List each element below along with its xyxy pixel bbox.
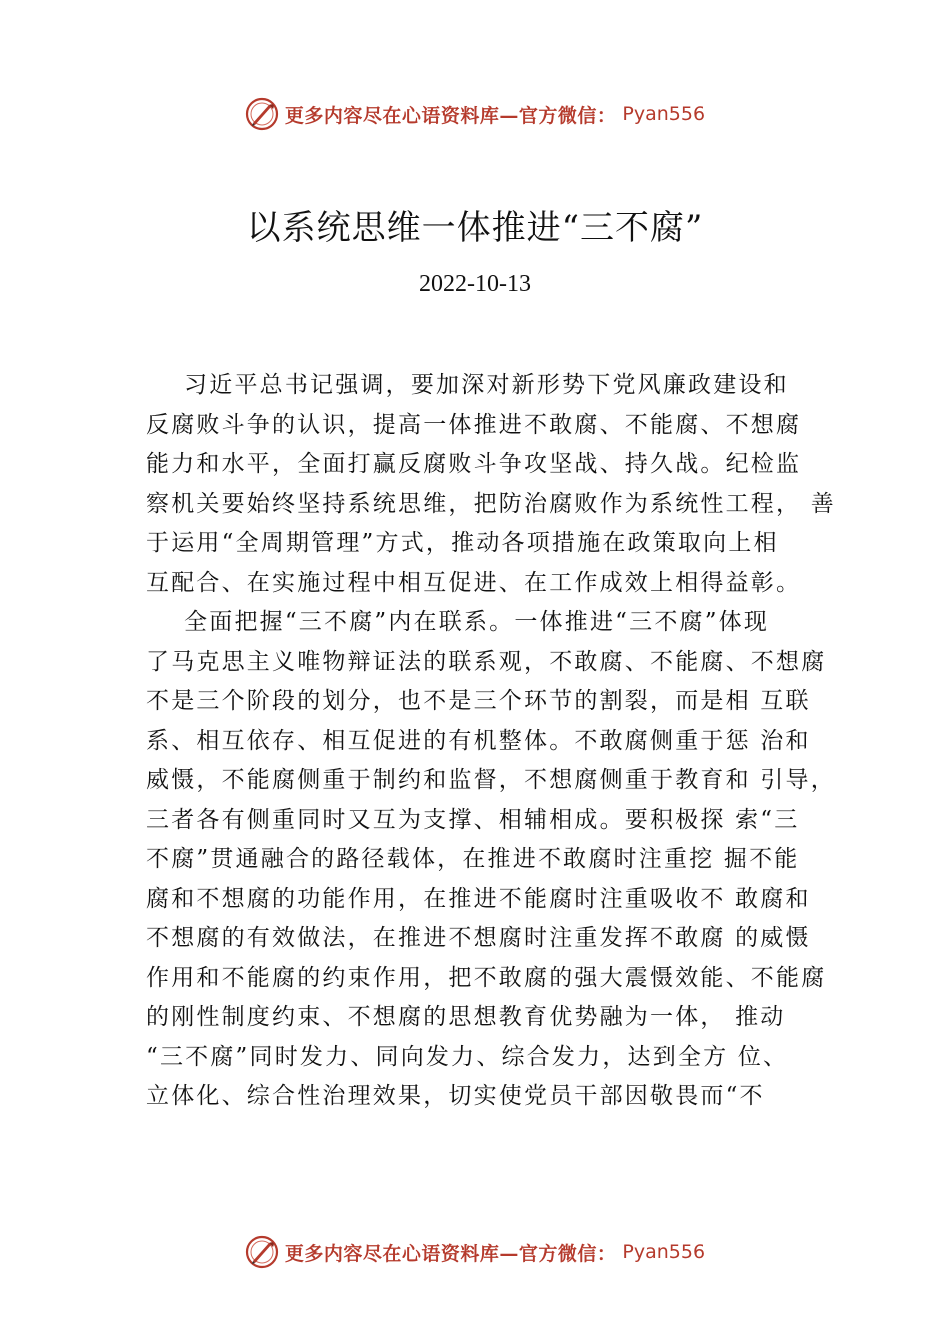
article-line: 不是三个阶段的划分，也不是三个环节的割裂，而是相 互联	[146, 688, 811, 714]
article-line: 互配合、在实施过程中相互促进、在工作成效上相得益彰。	[146, 569, 802, 596]
banner-wechat-id: Pyan556	[622, 1241, 706, 1263]
article-line: 不腐”贯通融合的路径载体，在推进不敢腐时注重挖 掘不能	[146, 846, 800, 872]
article-line: “三不腐”同时发力、同向发力、综合发力，达到全方 位、	[146, 1043, 789, 1070]
document-date: 2022-10-13	[419, 271, 531, 297]
article-line: 于运用“全周期管理”方式，推动各项措施在政策取向上相	[146, 530, 779, 556]
article-line: 立体化、综合性治理效果，切实使党员干部因敬畏而“不	[146, 1083, 765, 1109]
article-line: 的刚性制度约束、不想腐的思想教育优势融为一体， 推动	[146, 1004, 786, 1030]
article-line: 作用和不能腐的约束作用，把不敢腐的强大震慑效能、不能腐	[146, 964, 827, 991]
article-line: 习近平总书记强调，要加深对新形势下党风廉政建设和	[146, 372, 789, 398]
footer-banner	[0, 1232, 950, 1272]
article-line: 不想腐的有效做法，在推进不想腐时注重发挥不敢腐 的威慑	[146, 925, 811, 951]
article-line: 察机关要始终坚持系统思维，把防治腐败作为系统性工程， 善	[146, 490, 836, 517]
quill-pen-logo-icon	[245, 1235, 279, 1269]
banner-wechat-id: Pyan556	[622, 103, 706, 125]
article-line: 反腐败斗争的认识，提高一体推进不敢腐、不能腐、不想腐	[146, 411, 802, 438]
article-line: 系、相互依存、相互促进的有机整体。不敢腐侧重于惩 治和	[146, 727, 811, 754]
quill-pen-logo-icon	[245, 97, 279, 131]
article-line: 威慑，不能腐侧重于制约和监督，不想腐侧重于教育和 引导，	[146, 767, 836, 793]
article-line: 全面把握“三不腐”内在联系。一体推进“三不腐”体现	[146, 609, 770, 635]
banner-brand-text: 更多内容尽在心语资料库—官方微信：	[284, 1242, 617, 1265]
document-title: 以系统思维一体推进“三不腐”	[246, 208, 704, 248]
article-line: 能力和水平，全面打赢反腐败斗争攻坚战、持久战。纪检监	[146, 451, 802, 477]
banner-brand-text: 更多内容尽在心语资料库—官方微信：	[284, 104, 617, 127]
article-line: 腐和不想腐的功能作用，在推进不能腐时注重吸收不 敢腐和	[146, 885, 811, 912]
header-banner	[0, 94, 950, 134]
article-line: 了马克思主义唯物辩证法的联系观，不敢腐、不能腐、不想腐	[146, 648, 827, 675]
article-line: 三者各有侧重同时又互为支撑、相辅相成。要积极探 索“三	[146, 806, 800, 833]
article-body	[146, 366, 836, 1117]
